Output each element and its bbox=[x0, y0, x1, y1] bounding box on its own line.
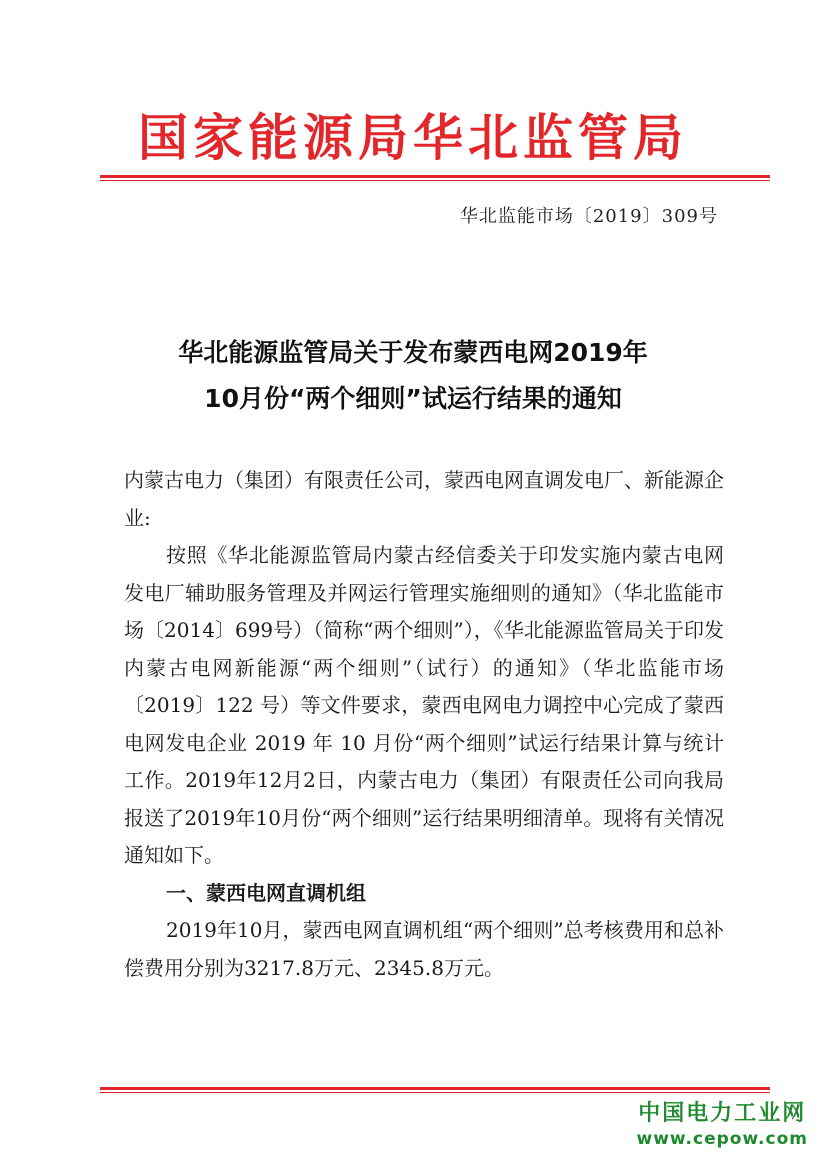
watermark-site-url: www.cepow.com bbox=[636, 1129, 808, 1149]
header-red-rule bbox=[100, 175, 770, 181]
document-number: 华北监能市场〔2019〕309号 bbox=[459, 206, 718, 227]
agency-header-title: 国家能源局华北监管局 bbox=[138, 108, 688, 167]
document-title-line-2: 10月份“两个细则”试运行结果的通知 bbox=[204, 384, 622, 413]
section-1-text: 2019年10月，蒙西电网直调机组“两个细则”总考核费用和总补偿费用分别为3217.8万元、2345.8万元。 bbox=[124, 918, 724, 980]
section-heading-1: 一、蒙西电网直调机组 bbox=[166, 880, 366, 905]
document-title-line-1: 华北能源监管局关于发布蒙西电网2019年 bbox=[178, 338, 648, 367]
watermark-site-name: 中国电力工业网 bbox=[638, 1101, 807, 1126]
body-paragraph-1: 按照《华北能源监管局内蒙古经信委关于印发实施内蒙古电网发电厂辅助服务管理及并网运行管理实施细则的通知》（华北监能市场〔2014〕699号）（简称“两个细则”），《华北能源监管局关于印发内蒙古电网新能源“两个细则”（试行）的通知》（华北监能市场〔2019〕122 号）等文件要求，蒙西电网电力调控中心完成了蒙西电网发电企业 2019 年 10 月份“两个细则”试运行结果计算与统计工作。2019年12月2日，内蒙古电力（集团）有限责任公司向我局报送了2019年10月份“两个细则”运行结果明细清单。现将有关情况通知如下。 bbox=[124, 543, 724, 867]
footer-red-rule bbox=[100, 1087, 770, 1093]
document-title bbox=[100, 330, 726, 422]
document-body bbox=[124, 462, 724, 987]
addressee: 内蒙古电力（集团）有限责任公司，蒙西电网直调发电厂、新能源企业: bbox=[124, 468, 724, 530]
site-watermark bbox=[637, 1100, 809, 1150]
